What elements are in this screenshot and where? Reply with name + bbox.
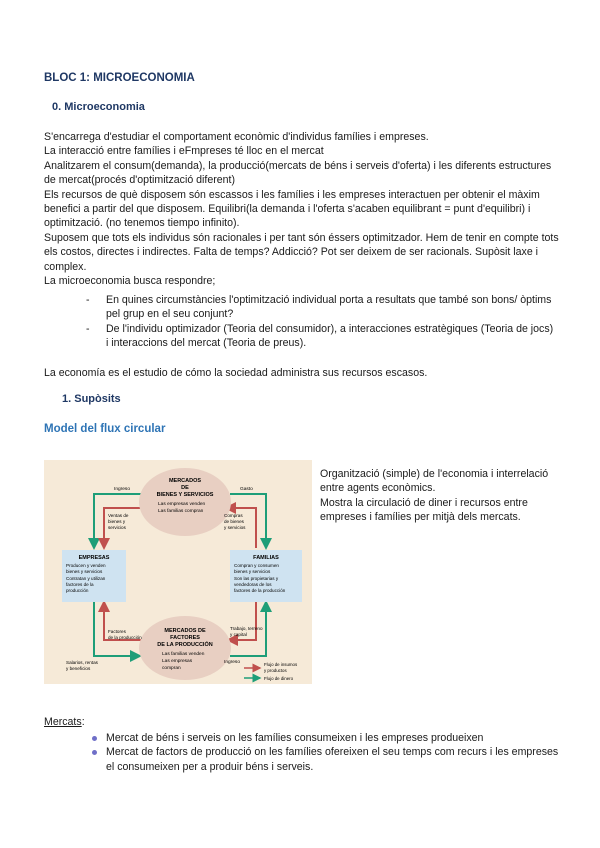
legend-goods-label: Flujo de insumos xyxy=(264,662,298,667)
factor-market-title: DE LA PRODUCCIÓN xyxy=(157,642,213,648)
intro-paragraph: Analitzarem el consum(demanda), la producció(mercats de béns i serveis d'oferta) i les diferents estructures de mercat(procés d'optimització diferent) xyxy=(44,159,552,187)
section-heading-microeconomia: 0. Microeconomia xyxy=(52,101,145,113)
legend-goods-label: y productos xyxy=(264,668,287,673)
firms-bullet: Producen y venden xyxy=(66,563,106,568)
households-bullet: Son las propietarias y xyxy=(234,576,279,581)
goods-market-title: BIENES Y SERVICIOS xyxy=(156,492,214,498)
legend-money-label: Flujo de dinero xyxy=(264,676,294,681)
factor-market-title: FACTORES xyxy=(170,635,200,641)
label-factores: de la producción xyxy=(108,635,142,640)
factor-market-title: MERCADOS DE xyxy=(164,628,206,634)
list-item: - En quines circumstàncies l'optimització individual porta a resultats que també son bons/ òptims pel grup en el seu conjunt? xyxy=(86,293,556,322)
factor-market-bullet: compran xyxy=(162,666,181,671)
label-compras: Compras xyxy=(224,513,243,518)
intro-text xyxy=(44,130,564,288)
label-ventas: servicios xyxy=(108,525,126,530)
households-title: FAMILIAS xyxy=(253,555,279,561)
firms-bullet: factores de la xyxy=(66,582,94,587)
diagram-description-paragraph: Mostra la circulació de diner i recursos entre empreses i famílies per mitjà dels mercats. xyxy=(320,496,528,524)
label-compras: y servicios xyxy=(224,525,246,530)
label-salarios: Salarios, rentas xyxy=(66,660,98,665)
economy-definition: La economía es el estudio de cómo la sociedad administra sus recursos escasos. xyxy=(44,367,428,379)
label-ventas: bienes y xyxy=(108,519,126,524)
bloc-heading: BLOC 1: MICROECONOMIA xyxy=(44,72,195,84)
intro-paragraph: Suposem que tots els individus són racionales i per tant són éssers optimitzador. Hem de tenir en compte tots els costos, directes i indirectes. Falta de temps? Addicció? Pot ser deixem de ser racionals. Supòsit laxe i complex. xyxy=(44,231,559,273)
factor-market-circle xyxy=(139,616,231,680)
households-bullet: vendedoras de los xyxy=(234,582,272,587)
households-bullet: Compran y consumen xyxy=(234,563,279,568)
label-ingreso-bottom: Ingreso xyxy=(224,660,240,665)
intro-paragraph: La microeconomia busca respondre; xyxy=(44,275,216,288)
factor-market-bullet: Las familias venden xyxy=(162,652,205,657)
factor-market-bullet: Las empresas xyxy=(162,659,193,664)
list-item: Mercat de factors de producció on les famílies ofereixen el seu temps com recurs i les empreses el consumeixen per a produir béns i serveis. xyxy=(92,745,562,774)
label-trabajo: Trabajo, terreno xyxy=(230,626,263,631)
circular-flow-svg xyxy=(44,460,312,684)
circular-flow-diagram xyxy=(44,460,312,684)
firms-bullet: bienes y servicios xyxy=(66,569,103,574)
mercats-heading xyxy=(44,716,85,728)
intro-paragraph: La interacció entre famílies i eFmpreses té lloc en el mercat xyxy=(44,145,324,158)
firms-bullet: producción xyxy=(66,588,89,593)
mercats-label: Mercats xyxy=(44,716,82,728)
goods-market-bullet: Las empresas venden xyxy=(158,502,206,507)
subheading-circular-flow: Model del flux circular xyxy=(44,423,166,435)
goods-market-title: MERCADOS xyxy=(168,478,202,484)
label-salarios: y beneficios xyxy=(66,666,91,671)
goods-market-title: DE xyxy=(181,485,189,491)
markets-list xyxy=(92,731,562,774)
label-ventas: Ventas de xyxy=(108,513,129,518)
goods-market-bullet: Las familias compran xyxy=(158,509,204,514)
diagram-description xyxy=(320,467,560,525)
firms-bullet: Contratan y utilizan xyxy=(66,576,106,581)
list-item: Mercat de béns i serveis on les famílies consumeixen i les empreses produeixen xyxy=(92,731,562,745)
section-heading-suposits: 1. Supòsits xyxy=(62,393,121,405)
households-bullet: bienes y servicios xyxy=(234,569,271,574)
intro-paragraph: S'encarrega d'estudiar el comportament econòmic d'individus famílies i empreses. xyxy=(44,131,429,143)
mercats-colon: : xyxy=(81,716,85,728)
list-item: - De l'individu optimizador (Teoria del consumidor), a interacciones estratègiques (Teoria de jocs) i interaccions del mercat (Teoria de preus). xyxy=(86,322,556,351)
households-bullet: factores de la producción xyxy=(234,588,286,593)
firms-title: EMPRESAS xyxy=(78,555,110,561)
label-ingreso-top: Ingreso xyxy=(114,487,130,492)
questions-list xyxy=(86,293,556,351)
label-compras: de bienes xyxy=(224,519,244,524)
diagram-description-paragraph: Organització (simple) de l'economia i interrelació entre agents econòmics. xyxy=(320,468,549,495)
label-factores: Factores xyxy=(108,629,126,634)
label-trabajo: y capital xyxy=(230,632,247,637)
intro-paragraph: Els recursos de què disposem són escassos i les famílies i les empreses interactuen per obtenir el màxim benefici a partir del que disposem. Equilibri(la demanda i l'oferta s'acaben equilibrant = punt d'equilibri) i optimització. (no tenemos tiempo infinito). xyxy=(44,188,540,230)
label-gasto: Gasto xyxy=(240,487,253,492)
